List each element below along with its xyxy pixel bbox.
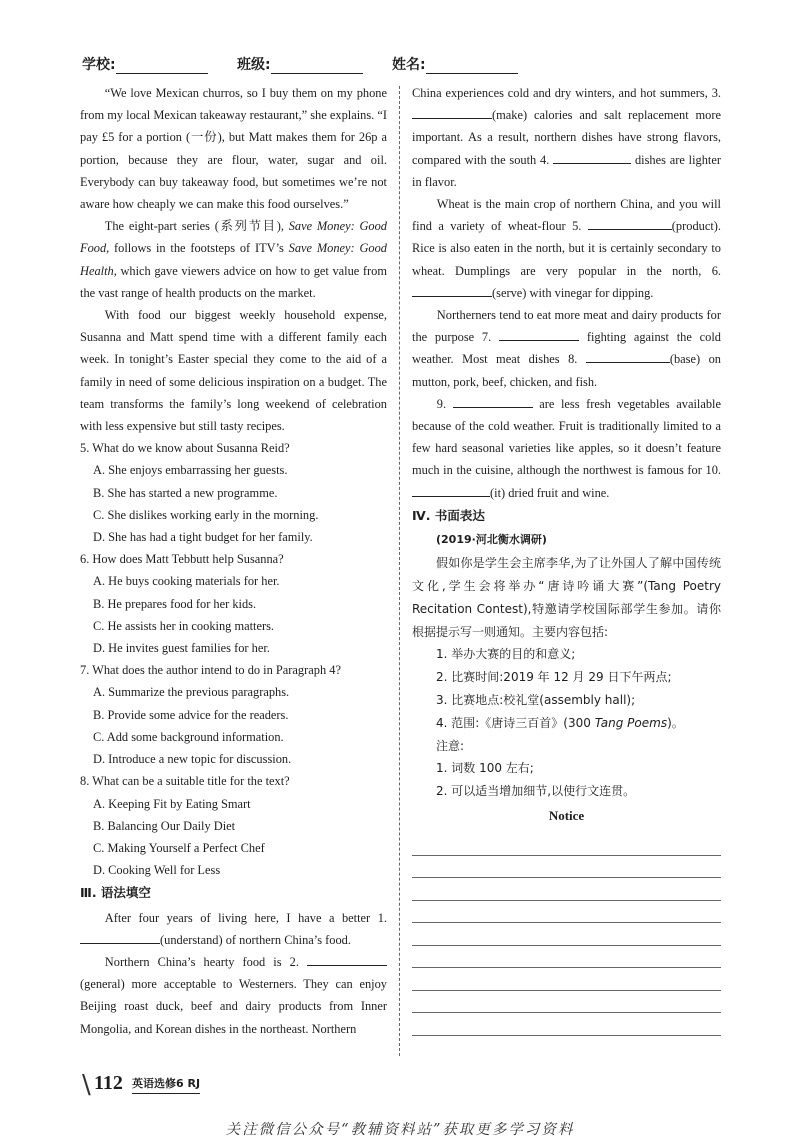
blank-number-3: 3. (711, 86, 721, 100)
writing-line[interactable] (412, 923, 721, 946)
note-item-2: 2. 可以适当增加细节,以使行文连贯。 (436, 784, 636, 799)
section-3-title: Ⅲ. 语法填空 (80, 885, 151, 901)
left-column (80, 82, 387, 1040)
question-8 (80, 770, 387, 881)
answer-blank-5[interactable] (588, 216, 672, 230)
item4-book-title: Tang Poems (594, 715, 668, 730)
blank-number-9: 9. (436, 396, 447, 411)
writing-line[interactable] (412, 856, 721, 879)
passage-paragraph-food: With food our biggest weekly household expense, Susanna and Matt spend time with a different family each week. In tonight’s Easter special they come to the aid of a family in need of some delicious inspiration on a budget. The team transforms the family’s long weekend of celebration with less expensive but still tasty recipes. (80, 308, 387, 434)
passage-paragraph-churros: “We love Mexican churros, so I buy them on my phone from my local Mexican takeaway restaurant,” she explains. “I pay £5 for a portion (一份), but Matt makes them for 26p a portion, because they are flour, water, sugar and oil. Everybody can buy takeaway food, but sometimes we’re not aware how cheaply we can make this food ourselves.” (80, 86, 387, 212)
grammar-text: (product). Rice is also eaten in the north, but it is certainly secondary to wheat. Dumplings are very popular in the north, 6. (412, 219, 721, 278)
note-item-1: 1. 词数 100 左右; (436, 761, 534, 776)
option-d[interactable]: D. Cooking Well for Less (93, 863, 221, 878)
question-stem: 8. What can be a suitable title for the text? (80, 774, 290, 789)
right-column (412, 82, 721, 1036)
option-b[interactable]: B. Balancing Our Daily Diet (93, 818, 236, 833)
writing-prompt: 假如你是学生会主席李华,为了让外国人了解中国传统文化,学生会将举办“唐诗吟诵大赛”(Tang Poetry Recitation Contest),特邀请学校国际部学生参加。请你根据提示写一则通知。主要内容包括: (412, 556, 721, 639)
item4-text: 4. 范围:《唐诗三百首》(300 (436, 715, 595, 730)
option-d[interactable]: D. She has had a tight budget for her family. (93, 530, 313, 545)
grammar-text: (make) calories and salt replacement more important. As a result, northern dishes have strong flavors, compared with the south 4. (412, 108, 721, 167)
requirement-item-3: 3. 比赛地点:校礼堂(assembly hall); (436, 693, 636, 708)
name-blank[interactable] (426, 59, 518, 74)
notes-label: 注意: (436, 738, 465, 753)
series-text-5: , which gave viewers advice on how to get value from the vast range of health products on the market. (80, 263, 387, 300)
grammar-text: fighting against the cold weather. Most meat dishes 8. (412, 330, 721, 367)
notice-title: Notice (548, 808, 585, 824)
grammar-text: After four years of living here, I have a better (104, 910, 371, 925)
grammar-text: (it) dried fruit and wine. (490, 485, 610, 500)
grammar-text: are less fresh vegetables available because of the cold weather. Fruit is traditionally limited to a few hard seasonal varieties like apples, so it doesn’t feature much in the cuisine, although the northwest is famous for 10. (412, 396, 721, 478)
page-corner-mark: \ (82, 1070, 91, 1100)
writing-line[interactable] (412, 968, 721, 991)
option-a[interactable]: A. He buys cooking materials for her. (93, 574, 280, 589)
series-text-1: The eight-part series (系列节目), (104, 219, 289, 234)
grammar-text: Northern China’s hearty food is 2. (104, 954, 299, 969)
writing-line[interactable] (412, 833, 721, 856)
option-d[interactable]: D. He invites guest families for her. (93, 641, 270, 656)
grammar-text: dishes are lighter in flavor. (412, 152, 721, 189)
blank-number-1: 1. (377, 910, 387, 925)
option-c[interactable]: C. Add some background information. (93, 729, 284, 744)
grammar-paragraph-2-cont (412, 82, 721, 193)
answer-blank-2[interactable] (307, 952, 387, 966)
answer-blank-8[interactable] (586, 349, 670, 363)
series-title-good-health: Save Money: Good Health (80, 241, 387, 278)
requirement-item-4 (412, 712, 721, 735)
option-c[interactable]: C. He assists her in cooking matters. (93, 618, 275, 633)
grammar-text: Wheat is the main crop of northern China, and you will find a variety of wheat-flour 5. (412, 197, 721, 234)
series-text-3: , follows in the footsteps of ITV’s (106, 241, 289, 256)
option-a[interactable]: A. Summarize the previous paragraphs. (93, 685, 290, 700)
option-a[interactable]: A. Keeping Fit by Eating Smart (93, 796, 251, 811)
grammar-text: (understand) of northern China’s food. (160, 932, 351, 947)
answer-blank-7[interactable] (499, 327, 579, 341)
answer-blank-10[interactable] (412, 483, 490, 497)
class-field (237, 54, 363, 74)
grammar-paragraph-3 (412, 193, 721, 304)
school-blank[interactable] (116, 59, 208, 74)
grammar-paragraph-1 (80, 907, 387, 951)
grammar-paragraph-5 (412, 393, 721, 504)
book-label: 英语选修6 RJ (132, 1075, 200, 1094)
option-c[interactable]: C. Making Yourself a Perfect Chef (93, 840, 265, 855)
question-stem: 6. How does Matt Tebbutt help Susanna? (80, 552, 284, 567)
grammar-text: (base) on mutton, pork, beef, chicken, and fish. (412, 352, 721, 389)
question-stem: 7. What does the author intend to do in Paragraph 4? (80, 663, 341, 678)
answer-blank-4[interactable] (553, 150, 631, 164)
question-6 (80, 548, 387, 659)
series-title-good-food: Save Money: Good Food (80, 219, 387, 256)
option-a[interactable]: A. She enjoys embarrassing her guests. (93, 463, 288, 478)
column-divider (399, 86, 400, 1056)
writing-line[interactable] (412, 901, 721, 924)
passage-paragraph-series (80, 215, 387, 304)
name-label: 姓名: (392, 57, 426, 73)
grammar-text: China experiences cold and dry winters, and hot summers, (412, 86, 708, 100)
writing-line[interactable] (412, 991, 721, 1014)
writing-line[interactable] (412, 878, 721, 901)
question-source: (2019·河北衡水调研) (436, 533, 547, 547)
answer-blank-3[interactable] (412, 105, 492, 119)
option-b[interactable]: B. She has started a new programme. (93, 485, 278, 500)
student-info-header (82, 54, 722, 74)
answer-blank-9[interactable] (453, 394, 533, 408)
question-stem: 5. What do we know about Susanna Reid? (80, 441, 290, 456)
grammar-paragraph-2 (80, 951, 387, 1040)
grammar-text: (general) more acceptable to Westerners. They can enjoy Beijing roast duck, beef and dairy products from Inner Mongolia, and Korean dishes in the northeast. Northern (80, 977, 387, 1036)
question-5 (80, 437, 387, 548)
school-label: 学校: (82, 57, 116, 73)
class-blank[interactable] (271, 59, 363, 74)
page-number: 112 (94, 1072, 123, 1094)
answer-blank-1[interactable] (80, 930, 160, 944)
page-footer (82, 1070, 382, 1100)
option-c[interactable]: C. She dislikes working early in the morning. (93, 507, 319, 522)
section-4-title: Ⅳ. 书面表达 (412, 507, 485, 523)
watermark-text: 关注微信公众号“教辅资料站”获取更多学习资料 (225, 1122, 575, 1138)
requirement-item-1: 1. 举办大赛的目的和意义; (436, 647, 576, 662)
grammar-paragraph-4 (412, 304, 721, 393)
option-b[interactable]: B. Provide some advice for the readers. (93, 707, 289, 722)
class-label: 班级: (237, 57, 271, 73)
writing-line[interactable] (412, 1013, 721, 1036)
writing-line[interactable] (412, 946, 721, 969)
answer-blank-6[interactable] (412, 283, 492, 297)
name-field (392, 54, 518, 74)
option-b[interactable]: B. He prepares food for her kids. (93, 596, 257, 611)
grammar-text: (serve) with vinegar for dipping. (492, 285, 654, 300)
grammar-text: Northerners tend to eat more meat and dairy products for the purpose 7. (412, 308, 721, 345)
writing-area[interactable] (412, 833, 721, 1036)
question-7 (80, 659, 387, 770)
requirement-item-2: 2. 比赛时间:2019 年 12 月 29 日下午两点; (436, 670, 672, 685)
item4-text-end: )。 (667, 715, 684, 730)
option-d[interactable]: D. Introduce a new topic for discussion. (93, 752, 292, 767)
school-field (82, 54, 208, 74)
